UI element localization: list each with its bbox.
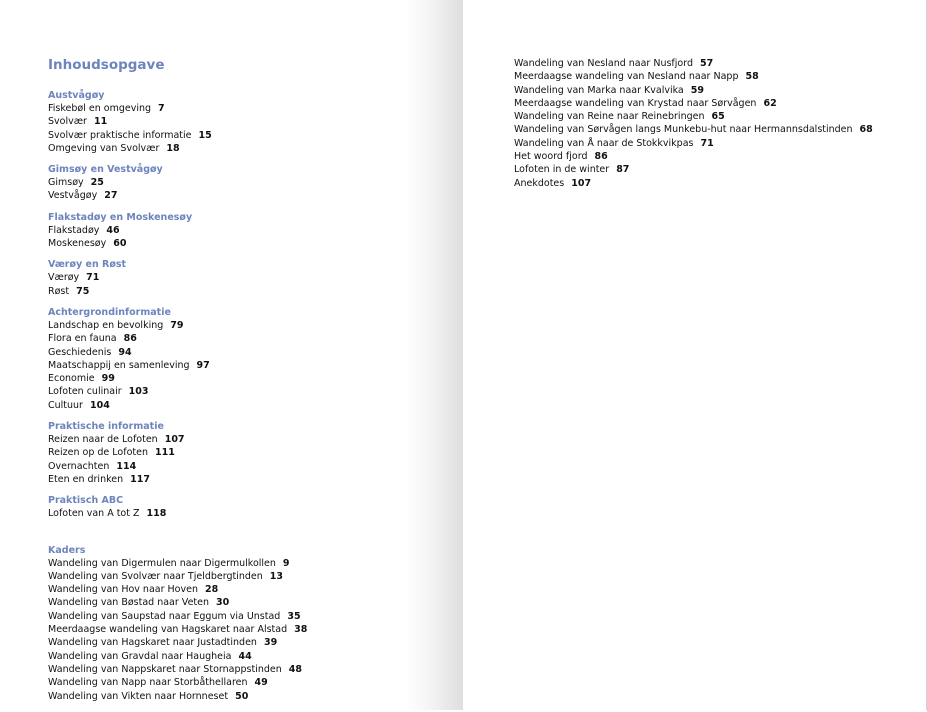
entry-page-number: 65 [711,111,725,123]
entry-title: Gimsøy [48,177,84,189]
entry-page-number: 28 [204,584,219,596]
entry-title: Vestvågøy [48,190,98,202]
entry-page-number: 71 [700,137,714,149]
toc-entry [48,142,307,155]
toc-entry [48,583,307,596]
entry-page-number: 9 [282,557,290,569]
entry-page-number: 86 [594,151,608,163]
toc-section-praktisch-abc [48,495,307,520]
entry-title: Anekdotes [514,177,565,189]
entry-page-number: 58 [745,71,759,83]
entry-title: Het woord fjord [514,151,588,163]
entry-page-number: 60 [113,238,127,250]
toc-right-column [514,57,873,190]
toc-entry [514,57,873,70]
entry-page-number: 99 [101,373,115,385]
section-heading: Gimsøy en Vestvågøy [48,164,163,176]
toc-entry [48,596,307,609]
toc-entry [514,123,873,136]
entry-title: Svolvær [48,116,87,128]
section-heading: Værøy en Røst [48,259,127,271]
entry-page-number: 62 [763,97,777,109]
toc-left-column [48,56,307,712]
toc-section-achtergrondinformatie [48,307,307,412]
toc-entry [48,189,307,202]
entry-title: Flakstadøy [48,224,100,236]
toc-entry [48,129,307,142]
section-heading: Kaders [48,544,86,556]
entry-title: Flora en fauna [48,333,117,345]
entry-title: Moskenesøy [48,238,107,250]
toc-entry [48,359,307,372]
entry-title: Wandeling van Å naar de Stokkvikpas [514,137,694,149]
entry-title: Wandeling van Bøstad naar Veten [48,597,209,609]
entry-page-number: 48 [288,663,302,675]
entry-page-number: 118 [146,508,167,520]
entry-page-number: 114 [116,460,137,472]
entry-page-number: 27 [104,190,118,202]
entry-title: Wandeling van Vikten naar Hornneset [48,690,229,702]
entry-title: Reizen op de Lofoten [48,447,148,459]
entry-page-number: 111 [154,447,175,459]
entry-title: Wandeling van Saupstad naar Eggum via Unstad [48,610,281,622]
section-heading: Praktische informatie [48,421,164,433]
toc-entry [48,433,307,446]
entry-title: Wandeling van Hagskaret naar Justadtinden [48,637,257,649]
entry-title: Wandeling van Sørvågen langs Munkebu-hut naar Hermannsdalstinden [514,124,853,136]
entry-title: Reizen naar de Lofoten [48,434,158,446]
entry-page-number: 44 [238,650,252,662]
toc-section-vaeroy-rost [48,259,307,298]
entry-page-number: 117 [130,473,150,485]
entry-title: Fiskebøl en omgeving [48,103,152,114]
section-heading: Flakstadøy en Moskenesøy [48,211,193,223]
entry-title: Omgeving van Svolvær [48,142,160,154]
entry-page-number: 107 [571,177,592,189]
entry-title: Eten en drinken [48,473,124,485]
entry-page-number: 13 [269,570,284,582]
toc-entry [48,650,307,663]
toc-entry [48,372,307,385]
entry-title: Geschiedenis [48,346,112,358]
toc-entry [48,460,307,473]
entry-page-number: 104 [89,399,110,411]
toc-entry [48,663,307,676]
entry-page-number: 11 [93,116,108,128]
toc-entry [48,610,307,623]
toc-section-austvagoy [48,90,307,155]
toc-entry [48,473,307,486]
entry-page-number: 35 [287,610,301,622]
entry-title: Wandeling van Nappskaret naar Stornappstinden [48,663,282,675]
entry-title: Lofoten van A tot Z [48,508,140,520]
toc-entry [48,224,307,237]
toc-entry [48,285,307,298]
entry-title: Wandeling van Digermulen naar Digermulkollen [48,557,276,569]
toc-entry [514,177,873,190]
entry-page-number: 15 [198,129,212,141]
entry-title: Lofoten culinair [48,386,122,398]
entry-page-number: 87 [616,164,630,176]
entry-title: Lofoten in de winter [514,164,610,176]
toc-section-gimsoy-vestvagoy [48,164,307,203]
toc-entry [48,636,307,649]
gutter-shadow [405,0,463,710]
toc-entry [48,690,307,703]
toc-entry [48,399,307,412]
entry-title: Røst [48,285,70,297]
entry-page-number: 7 [158,103,165,114]
toc-entry [48,570,307,583]
toc-entry [48,446,307,459]
entry-page-number: 75 [76,285,90,297]
entry-page-number: 46 [106,224,120,236]
entry-title: Værøy [48,272,80,284]
toc-section-flakstadoy-moskenesoy [48,212,307,251]
toc-entry [48,676,307,689]
entry-title: Wandeling van Hov naar Hoven [48,584,198,596]
entry-page-number: 50 [235,690,249,702]
entry-title: Meerdaagse wandeling van Nesland naar Napp [514,71,739,83]
toc-entry [514,110,873,123]
toc-entry [48,271,307,284]
toc-entry [48,557,307,570]
toc-section-praktische-informatie [48,421,307,486]
entry-page-number: 49 [254,677,268,689]
entry-title: Svolvær praktische informatie [48,129,192,141]
toc-entry [514,150,873,163]
toc-entry [48,507,307,520]
entry-page-number: 39 [263,637,278,649]
left-page [0,0,463,710]
toc-entry [48,176,307,189]
toc-entry [48,102,307,115]
entry-title: Maatschappij en samenleving [48,359,190,371]
entry-title: Landschap en bevolking [48,319,164,331]
entry-page-number: 94 [118,346,132,358]
toc-entry [48,319,307,332]
toc-entry [514,70,873,83]
page-title: Inhoudsopgave [48,57,165,73]
entry-title: Overnachten [48,460,110,472]
toc-entry [514,163,873,176]
toc-entry [514,97,873,110]
entry-page-number: 97 [196,359,210,371]
entry-page-number: 103 [128,386,149,398]
entry-title: Wandeling van Reine naar Reinebringen [514,111,705,123]
toc-entry [48,115,307,128]
section-heading: Austvågøy [48,90,105,101]
entry-page-number: 71 [86,272,100,284]
entry-title: Wandeling van Marka naar Kvalvika [514,84,684,96]
entry-page-number: 59 [690,84,704,96]
entry-title: Economie [48,373,95,385]
entry-page-number: 86 [123,333,137,345]
entry-page-number: 68 [859,124,873,136]
entry-title: Wandeling van Gravdal naar Haugheia [48,650,232,662]
toc-entry [48,332,307,345]
entry-page-number: 107 [164,434,185,446]
entry-title: Wandeling van Svolvær naar Tjeldbergtinden [48,570,263,582]
entry-title: Wandeling van Nesland naar Nusfjord [514,58,694,69]
entry-page-number: 18 [166,142,180,154]
toc-entry [514,84,873,97]
entry-title: Wandeling van Napp naar Storbåthellaren [48,677,248,689]
entry-title: Meerdaagse wandeling van Hagskaret naar Alstad [48,624,288,636]
entry-title: Cultuur [48,399,83,411]
toc-entry [48,385,307,398]
toc-entry [48,623,307,636]
toc-entry [514,137,873,150]
entry-page-number: 79 [170,319,184,331]
entry-page-number: 57 [700,58,714,69]
toc-section-kaders [48,545,307,703]
toc-entry [48,237,307,250]
entry-page-number: 30 [216,597,230,609]
toc-entry [48,346,307,359]
entry-title: Meerdaagse wandeling van Krystad naar Sørvågen [514,97,757,109]
section-heading: Achtergrondinformatie [48,306,171,318]
entry-page-number: 25 [90,177,104,189]
section-heading: Praktisch ABC [48,495,124,507]
entry-page-number: 38 [294,624,308,636]
